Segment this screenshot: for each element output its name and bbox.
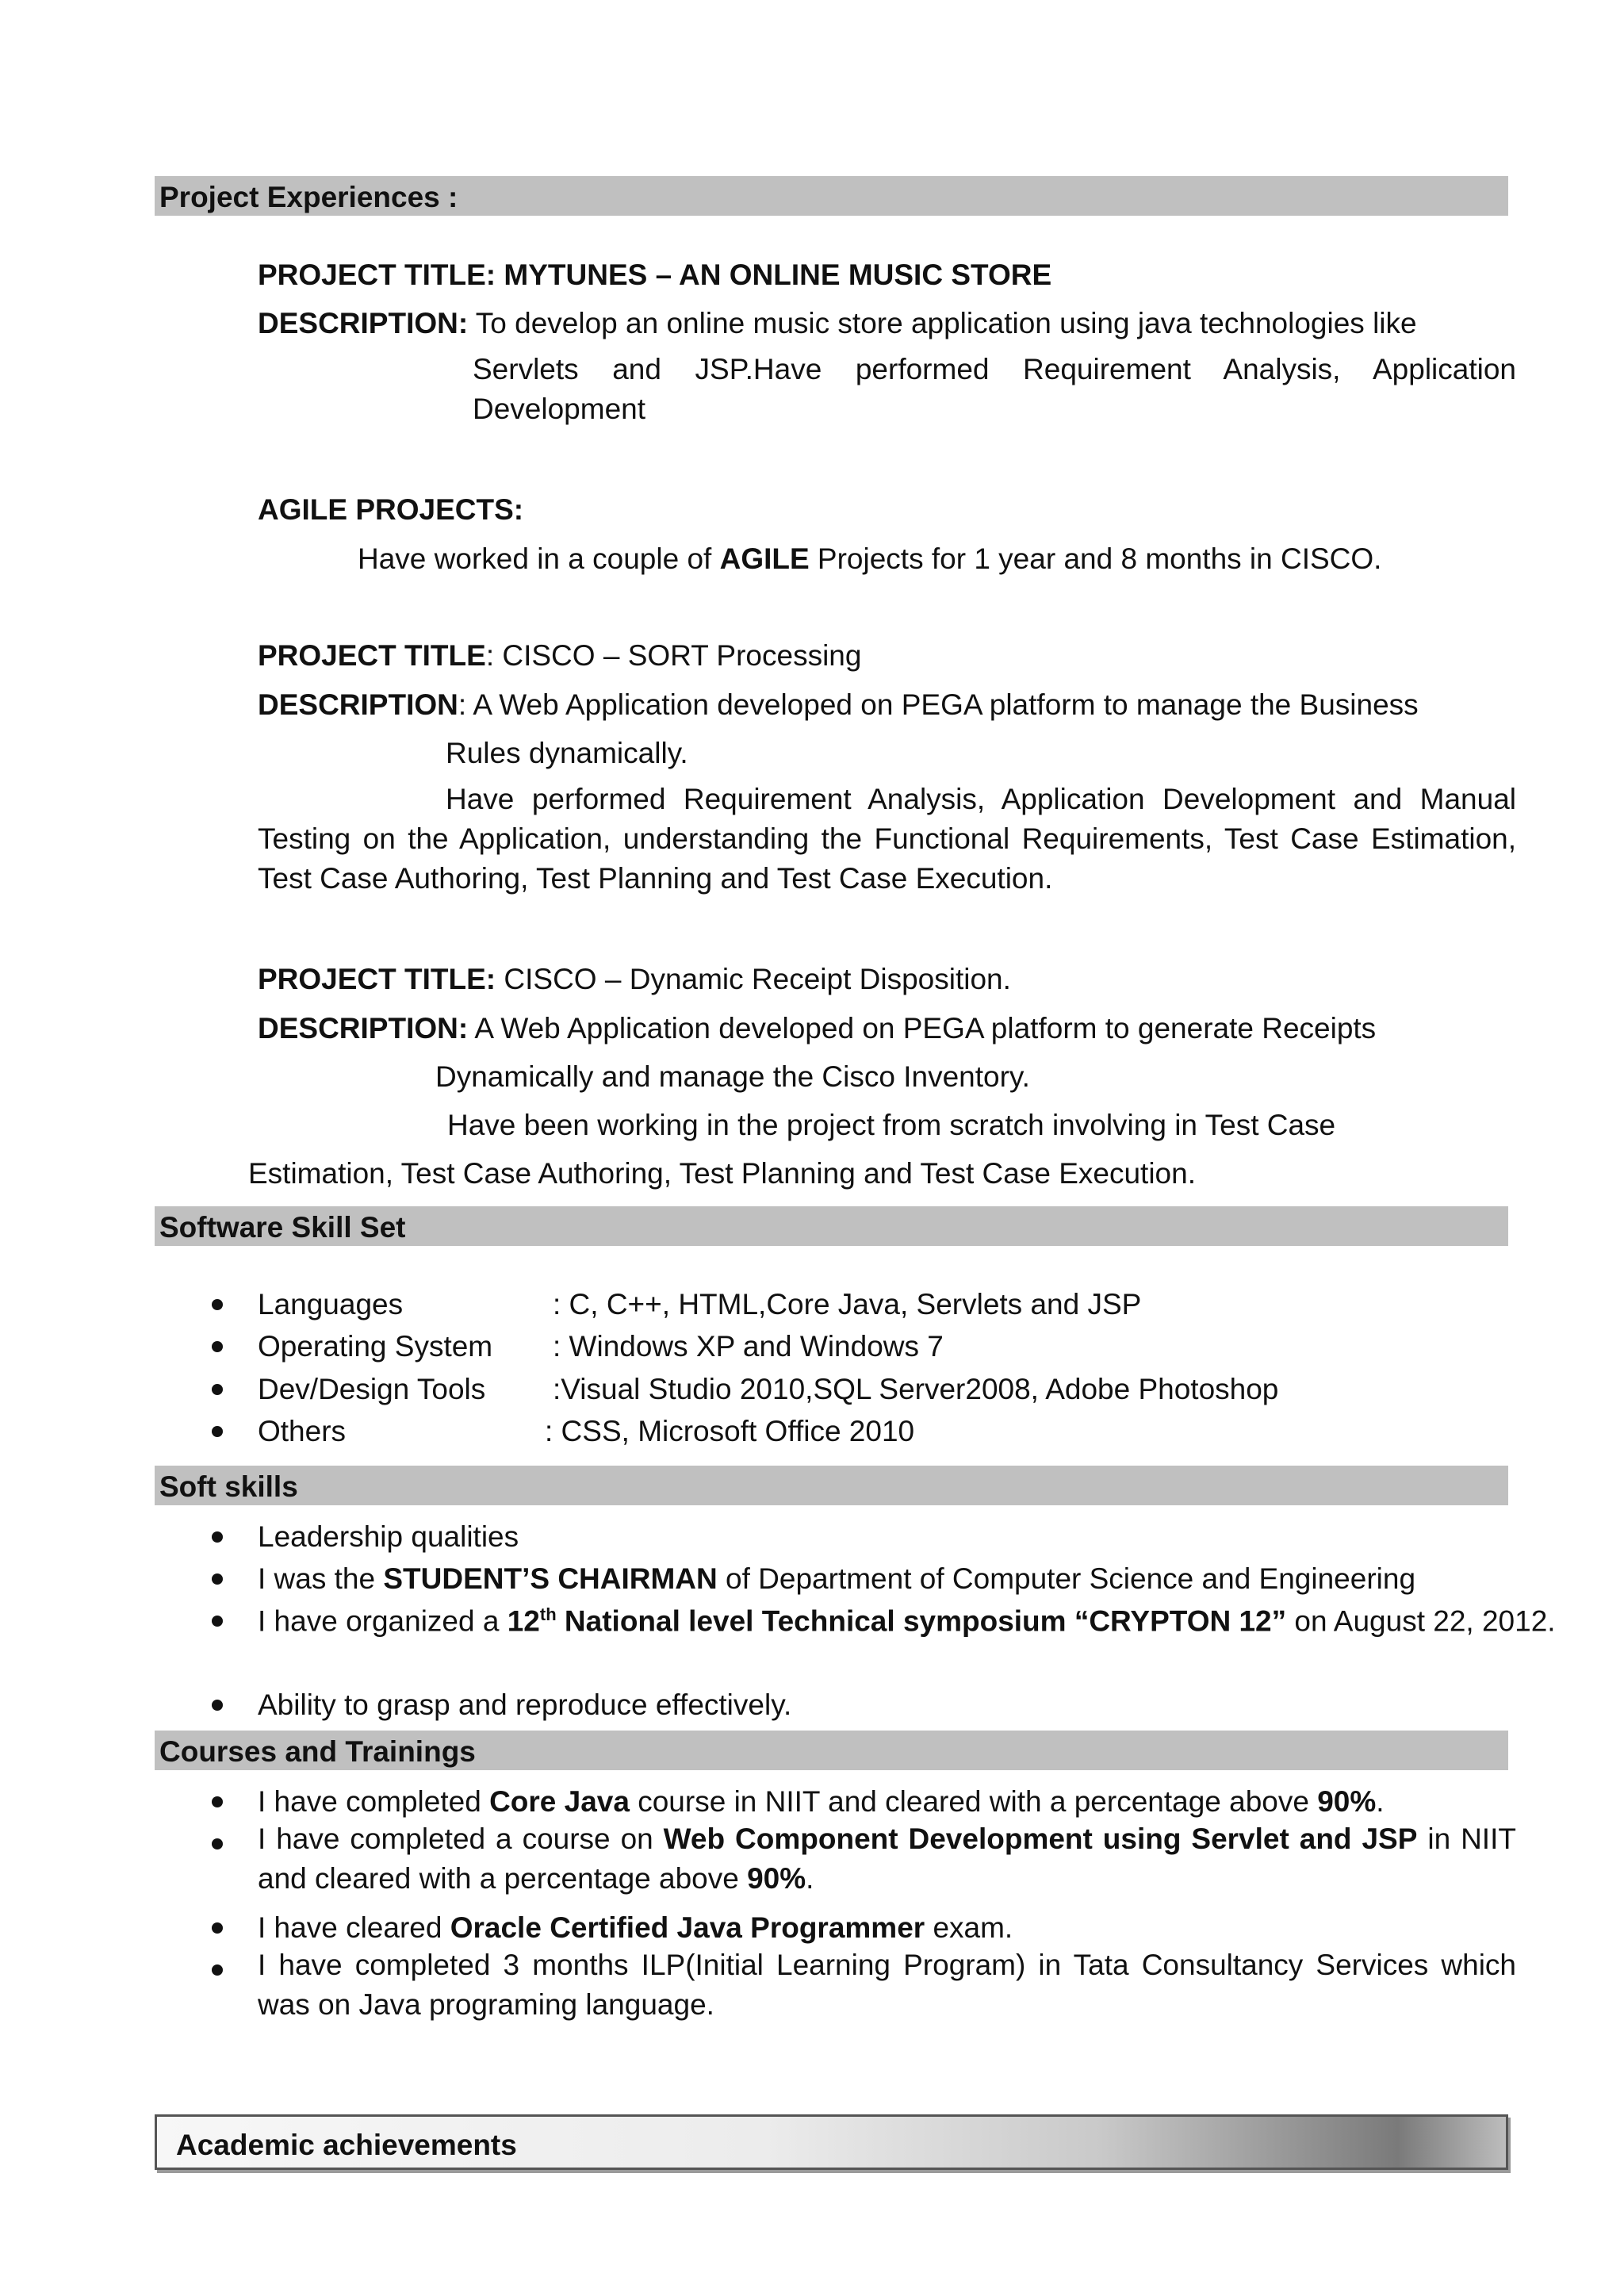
skill-value: :Visual Studio 2010,SQL Server2008, Adobe Photoshop (553, 1373, 1279, 1405)
bullet-icon (212, 1838, 223, 1849)
bullet-icon (212, 1341, 223, 1352)
bullet-icon (212, 1964, 223, 1976)
section-title: Software Skill Set (159, 1211, 406, 1244)
section-title: Courses and Trainings (159, 1735, 476, 1768)
bullet-icon (212, 1922, 223, 1934)
project2-desc-line2: Rules dynamically. (446, 737, 688, 769)
skill-label: Dev/Design Tools (258, 1373, 486, 1405)
project1-desc-line1: DESCRIPTION: To develop an online music store application using java technologies like (258, 307, 1417, 339)
bullet-icon (212, 1616, 223, 1627)
project3-title: PROJECT TITLE: CISCO – Dynamic Receipt Disposition. (258, 963, 1011, 995)
bullet-icon (212, 1384, 223, 1395)
section-header-skills (155, 1206, 1508, 1246)
list-item: I have cleared Oracle Certified Java Programmer exam. (258, 1911, 1013, 1944)
list-item: I have completed Core Java course in NIIT and cleared with a percentage above 90%. (258, 1785, 1385, 1818)
list-item: I have organized a 12th National level Technical symposium “CRYPTON 12” on August 22, 2012. (258, 1604, 1556, 1638)
bullet-icon (212, 1531, 223, 1543)
list-item: I have completed a course on Web Component Development using Servlet and JSP in NIIT and cleared with a percentage above 90%. (258, 1823, 1516, 1895)
bullet-icon (212, 1796, 223, 1807)
list-item: I was the STUDENT’S CHAIRMAN of Department of Computer Science and Engineering (258, 1562, 1416, 1595)
bullet-icon (212, 1700, 223, 1711)
list-item: Leadership qualities (258, 1520, 519, 1553)
bullet-icon (212, 1573, 223, 1585)
agile-heading: AGILE PROJECTS: (258, 493, 524, 526)
project2-title: PROJECT TITLE: CISCO – SORT Processing (258, 639, 862, 672)
project1-desc-rest: Servlets and JSP.Have performed Requirement Analysis, Application Development (473, 353, 1516, 425)
bullet-icon (212, 1299, 223, 1310)
skill-label: Others (258, 1415, 347, 1447)
project3-desc-line1: DESCRIPTION: A Web Application developed on PEGA platform to generate Receipts (258, 1012, 1377, 1045)
skill-value: : Windows XP and Windows 7 (553, 1330, 944, 1363)
project2-desc-line1: DESCRIPTION: A Web Application developed on PEGA platform to manage the Business (258, 688, 1419, 721)
list-item: Ability to grasp and reproduce effectively. (258, 1688, 792, 1721)
project1-title: PROJECT TITLE: MYTUNES – AN ONLINE MUSIC STORE (258, 259, 1052, 291)
section-header-courses (155, 1731, 1508, 1770)
skill-label: Operating System (258, 1330, 493, 1363)
section-title: Soft skills (159, 1470, 298, 1503)
section-title: Project Experiences : (159, 181, 458, 213)
section-title: Academic achievements (176, 2129, 517, 2161)
skill-value: : CSS, Microsoft Office 2010 (545, 1415, 915, 1447)
skill-value: : C, C++, HTML,Core Java, Servlets and JSP (553, 1288, 1142, 1320)
skill-label: Languages (258, 1288, 404, 1320)
section-header-academic (155, 2114, 1508, 2170)
project3-desc-line3: Have been working in the project from scratch involving in Test Case (447, 1109, 1336, 1141)
section-header-soft-skills (155, 1466, 1508, 1505)
bullet-icon (212, 1426, 223, 1437)
agile-text: Have worked in a couple of AGILE Projects for 1 year and 8 months in CISCO. (358, 542, 1382, 575)
list-item: I have completed 3 months ILP(Initial Learning Program) in Tata Consultancy Services which was on Java programing language. (258, 1949, 1516, 2021)
project3-desc-line2: Dynamically and manage the Cisco Inventory. (435, 1060, 1030, 1093)
project3-desc-line4: Estimation, Test Case Authoring, Test Planning and Test Case Execution. (248, 1157, 1196, 1190)
section-header-projects (155, 176, 1508, 216)
project2-desc-para: Have performed Requirement Analysis, Application Development and Manual Testing on the Application, understanding the Functional Requirements, Test Case Estimation, Test Case Authoring, Test Planning and Test Case Execution. (258, 783, 1516, 895)
